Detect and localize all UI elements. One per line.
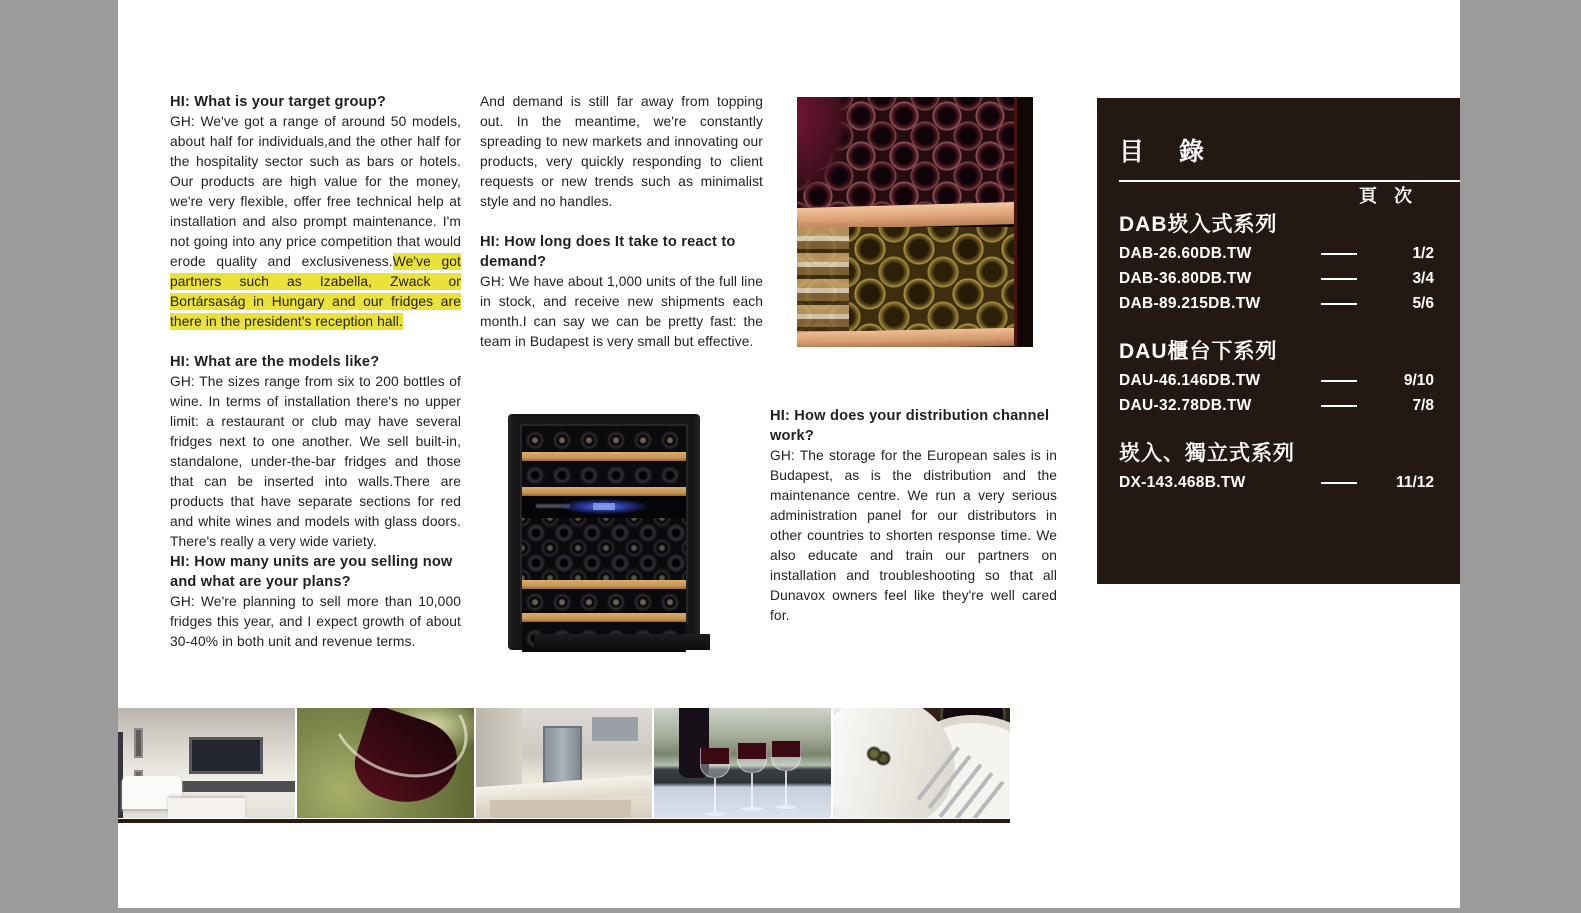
photo-strip xyxy=(118,708,1010,818)
toc-section-title-dab: DAB崁入式系列 xyxy=(1119,213,1278,236)
cabinet-glass-door xyxy=(520,424,688,624)
photo-napkin-setting xyxy=(833,708,1010,818)
answer-react: GH: We have about 1,000 units of the full line in stock, and receive new shipments each month.I can say we can be pretty fast: the team in Budapest is very small but effective. xyxy=(480,274,763,349)
question-heading-units: HI: How many units are you selling now and what are your plans? xyxy=(170,554,453,590)
dash-line xyxy=(1321,482,1357,484)
question-heading-react: HI: How long does It take to react to demand? xyxy=(480,234,736,270)
question-heading-models: HI: What are the models like? xyxy=(170,354,380,370)
page-number: 5/6 xyxy=(1412,295,1434,312)
coffee-table xyxy=(168,798,246,818)
article-column-left xyxy=(170,92,461,652)
glass-stem xyxy=(714,778,716,812)
article-column-right xyxy=(770,406,1057,626)
glass-stem xyxy=(751,773,753,807)
control-display xyxy=(522,496,686,518)
media-console xyxy=(178,781,295,792)
blue-led-display xyxy=(561,499,647,514)
wooden-shelf-front xyxy=(522,452,686,461)
dash-line xyxy=(1321,303,1357,305)
glass-base xyxy=(704,812,726,816)
toc-entry xyxy=(1119,270,1438,288)
glass-base xyxy=(741,807,763,811)
bottle-labels xyxy=(797,227,849,332)
answer-continuation: And demand is still far away from topping out. In the meantime, we're constantly spreading to new markets and innovating our products, very quickly responding to client requests or new trends such as minimalist style and no handles. xyxy=(480,94,763,209)
bottle-rack-section xyxy=(522,518,686,580)
built-in-appliance xyxy=(543,726,582,783)
table-of-contents-panel xyxy=(1097,98,1460,584)
article-column-middle xyxy=(480,92,763,352)
page-number: 9/10 xyxy=(1403,372,1434,389)
question-heading-target-group: HI: What is your target group? xyxy=(170,94,386,110)
photo-living-room xyxy=(118,708,295,818)
page-column-header: 頁 次 xyxy=(1358,186,1418,206)
toc-entry xyxy=(1119,245,1438,263)
page-number: 1/2 xyxy=(1412,245,1434,262)
answer-text: GH: We've got a range of around 50 models, about half for individuals,and the other half for the hospitality sector such as bars or hotels. Our products are high value for the money, we're very flexible, offer free technical help at installation and also prompt maintenance. I'm not going into any price competition that would erode quality and exclusiveness. xyxy=(170,114,461,269)
photo-wine-bottles-closeup xyxy=(797,97,1033,347)
magazine-page xyxy=(118,0,1460,908)
photo-terrace-glasses xyxy=(654,708,831,818)
strip-underline xyxy=(118,819,1010,823)
kitchen-island xyxy=(490,800,631,818)
question-heading-distribution: HI: How does your distribution channel work? xyxy=(770,408,1050,444)
answer-models: GH: The sizes range from six to 200 bottles of wine. In terms of installation there's no upper limit: a restaurant or club may have several fridges next to one another. We sell built-in, standalone, under-the-bar fridges and those that can be inserted into walls.There are products that have separate sections for red and white wines and models with glass doors. There's really a very wide variety. xyxy=(170,374,461,549)
glass-bowl xyxy=(737,743,767,773)
glass-bowl xyxy=(771,741,801,771)
dash-line xyxy=(1321,278,1357,280)
photo-wine-cabinet xyxy=(490,408,720,664)
toc-entry xyxy=(1119,397,1438,415)
bottle-row xyxy=(522,426,686,452)
wooden-shelf-front xyxy=(522,613,686,622)
toc-entry xyxy=(1119,372,1438,390)
tv-screen xyxy=(189,737,263,774)
cabinet-plinth xyxy=(534,634,710,650)
wine-glass xyxy=(700,748,730,818)
glass-stem xyxy=(785,771,787,805)
cabinet-body xyxy=(508,414,700,650)
answer-target-group xyxy=(170,112,461,332)
toc-section-title-dx: 崁入、獨立式系列 xyxy=(1119,442,1295,465)
answer-units: GH: We're planning to sell more than 10,000 fridges this year, and I expect growth of about 30-40% in both unit and revenue terms. xyxy=(170,594,461,649)
wine-glass xyxy=(737,743,767,817)
answer-distribution: GH: The storage for the European sales is in Budapest, as is the distribution and the maintenance centre. We run a very serious administration panel for our distributors in other countries to shorten response time. We also educate and train our partners on installation and troubleshooting so that all Dunavox owners feel like they're well cared for. xyxy=(770,448,1057,623)
range-hood xyxy=(592,717,638,741)
dash-line xyxy=(1321,253,1357,255)
wine-glass xyxy=(771,741,801,815)
model-name: DAU-32.78DB.TW xyxy=(1119,397,1252,414)
glass-base xyxy=(775,805,797,809)
page-number: 7/8 xyxy=(1412,397,1434,414)
model-name: DX-143.468B.TW xyxy=(1119,474,1246,491)
photo-kitchen xyxy=(476,708,653,818)
wall-picture xyxy=(134,728,143,758)
glass-bowl xyxy=(700,748,730,778)
model-name: DAB-89.215DB.TW xyxy=(1119,295,1261,312)
photo-wine-glass xyxy=(297,708,474,818)
wooden-shelf-front xyxy=(522,487,686,496)
cabinet-frame-edge xyxy=(1014,97,1033,347)
bottle-row xyxy=(522,461,686,487)
model-name: DAU-46.146DB.TW xyxy=(1119,372,1261,389)
dash-line xyxy=(1321,405,1357,407)
toc-title: 目 錄 xyxy=(1119,138,1218,166)
toc-entry xyxy=(1119,474,1438,492)
page-number: 11/12 xyxy=(1396,474,1434,491)
dash-line xyxy=(1321,380,1357,382)
wooden-shelf-front xyxy=(522,580,686,589)
highlighted-sentence: We've got partners such as Izabella, Zwack or Bortársaság in Hungary and our fridges are there in the president's reception hall. xyxy=(170,254,461,329)
blurred-bottle-foreground xyxy=(797,97,849,193)
toc-section-title-dau: DAU櫃台下系列 xyxy=(1119,340,1278,363)
toc-entry xyxy=(1119,295,1438,313)
model-name: DAB-36.80DB.TW xyxy=(1119,270,1252,287)
page-number: 3/4 xyxy=(1412,270,1434,287)
bottle-row xyxy=(522,589,686,613)
napkin-ring xyxy=(865,745,891,767)
model-name: DAB-26.60DB.TW xyxy=(1119,245,1252,262)
cabinet xyxy=(476,708,522,787)
